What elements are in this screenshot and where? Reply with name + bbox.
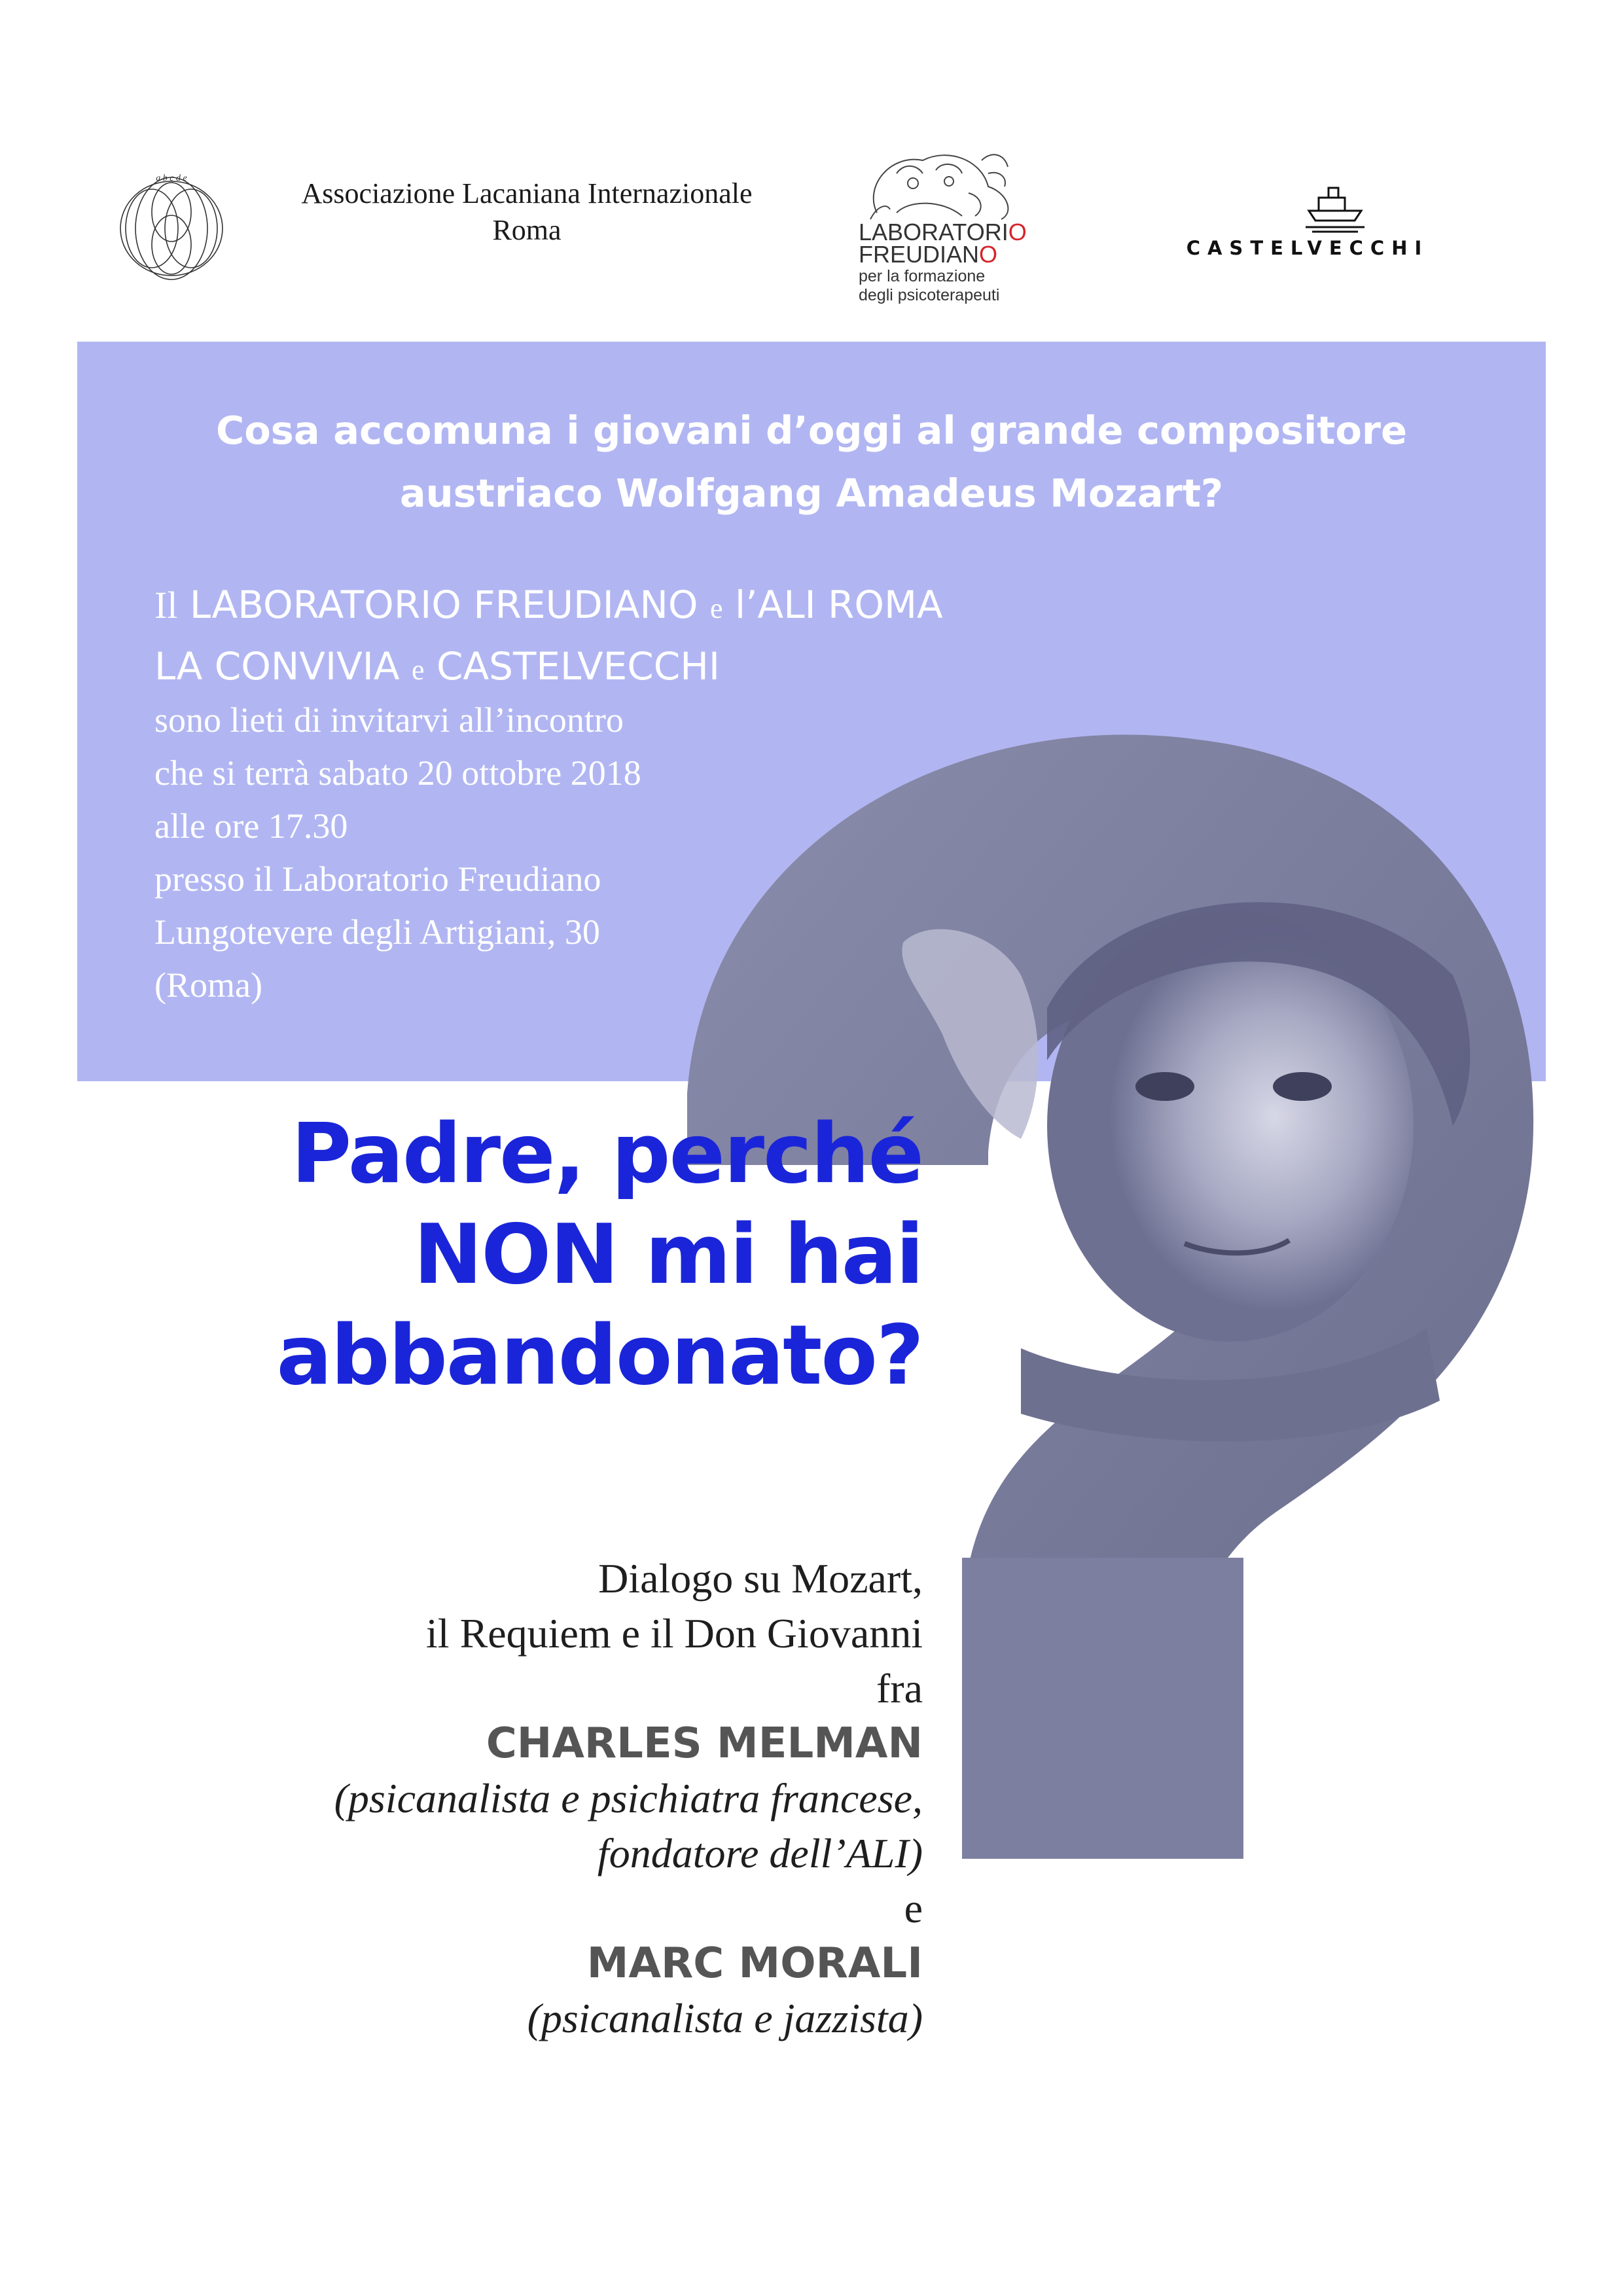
lf-line2: FREUDIAN (859, 241, 980, 268)
org-and-1: e (710, 592, 723, 624)
dialog-fra: fra (876, 1665, 923, 1712)
invite-line-2: che si terrà sabato 20 ottobre 2018 (154, 753, 641, 793)
dialog-and: e (904, 1885, 923, 1931)
castelvecchi-wordmark: CASTELVECCHI (1186, 237, 1429, 259)
event-title (105, 1103, 923, 1406)
laboratorio-freudiano-wordmark (859, 221, 1027, 266)
invite-line-3: alle ore 17.30 (154, 806, 348, 846)
invitation-details (154, 694, 641, 1012)
question-line-1: Cosa accomuna i giovani d’oggi al grande compositore (215, 408, 1408, 453)
speaker-charles-melman: CHARLES MELMAN (486, 1719, 923, 1768)
lf-line4: degli psicoterapeuti (859, 286, 1000, 304)
ali-name: Associazione Lacaniana Internazionale (301, 177, 753, 209)
lf-line1-o: O (1008, 219, 1027, 245)
org-prefix: Il (154, 584, 178, 626)
portrait-eye-left (1135, 1072, 1194, 1101)
org-and-2: e (411, 654, 425, 686)
portrait-eye-right (1273, 1072, 1332, 1101)
lf-line1: LABORATORI (859, 219, 1008, 245)
dialog-line-1: Dialogo su Mozart, (598, 1555, 923, 1602)
speaker-marc-morali: MARC MORALI (586, 1939, 923, 1988)
org-laboratorio: LABORATORIO FREUDIANO (189, 583, 698, 627)
title-line-3: abbandonato? (276, 1307, 923, 1403)
headline-question (77, 399, 1546, 525)
ali-city: Roma (492, 214, 562, 246)
question-line-2: austriaco Wolfgang Amadeus Mozart? (399, 471, 1224, 516)
ali-name-block (252, 175, 802, 249)
title-line-1: Padre, perché (291, 1105, 923, 1202)
speakers-block (131, 1551, 923, 2046)
speaker-2-role: (psicanalista e jazzista) (527, 1995, 923, 2041)
ali-logo (113, 166, 230, 284)
dialog-line-2: il Requiem e il Don Giovanni (426, 1610, 923, 1657)
invite-line-4: presso il Laboratorio Freudiano (154, 859, 601, 899)
invite-line-1: sono lieti di invitarvi all’incontro (154, 700, 624, 740)
invite-line-5: Lungotevere degli Artigiani, 30 (154, 912, 600, 952)
question-mark-dot (962, 1558, 1243, 1859)
org-castelvecchi: CASTELVECCHI (436, 644, 720, 689)
lf-line3: per la formazione (859, 267, 986, 285)
organizers (154, 576, 943, 699)
invite-line-6: (Roma) (154, 965, 262, 1005)
castelvecchi-ship-icon (1299, 178, 1371, 237)
title-line-2: NON mi hai (413, 1206, 923, 1302)
speaker-1-role-line-1: (psicanalista e psichiatra francese, (334, 1775, 923, 1821)
laboratorio-freudiano-subtitle (859, 267, 999, 305)
org-ali-roma: l’ALI ROMA (734, 583, 943, 627)
ali-logo-letters: a b c d e (156, 173, 187, 183)
speaker-1-role-line-2: fondatore dell’ALI) (597, 1830, 923, 1876)
org-convivia: LA CONVIVIA (154, 644, 400, 689)
lf-line2-o: O (979, 241, 998, 268)
